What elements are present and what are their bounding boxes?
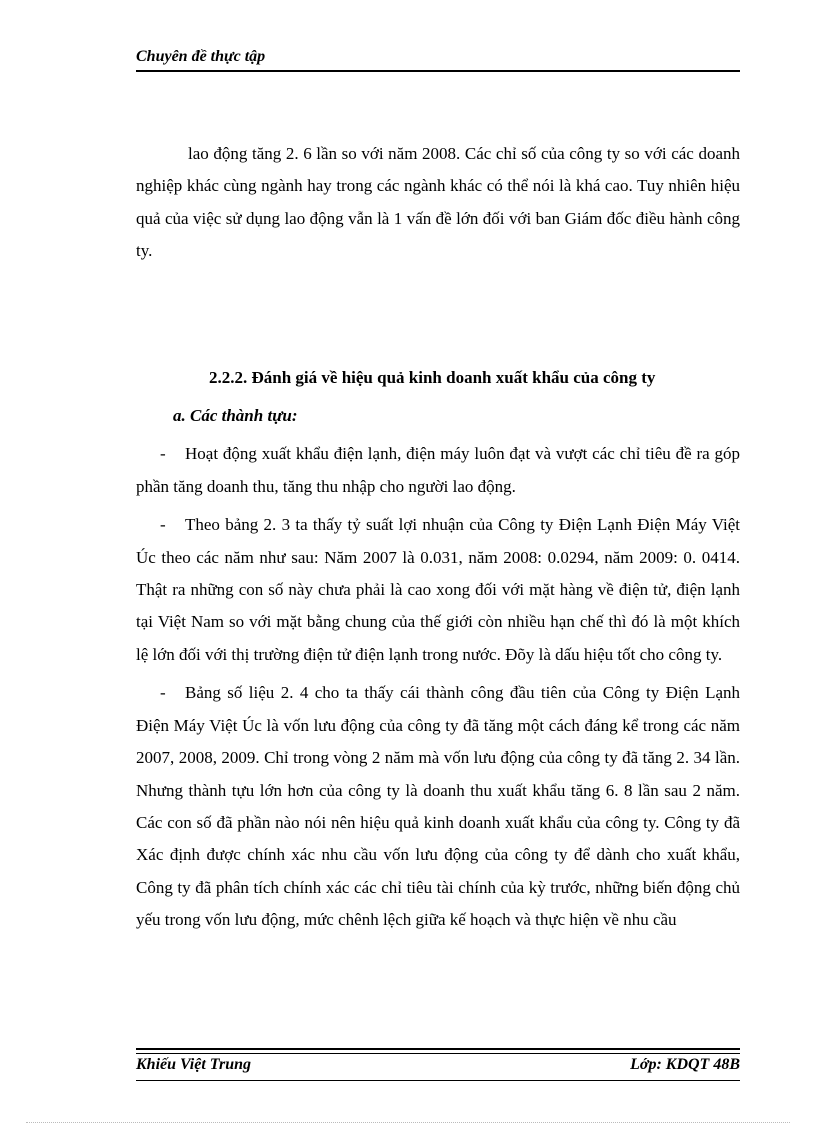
bullet-marker: - [160,444,166,464]
page-header-title: Chuyên đề thực tập [136,48,266,65]
bullet-marker: - [160,515,166,535]
section-heading: 2.2.2. Đánh giá về hiệu quả kinh doanh xuất khẩu của công ty [209,367,656,387]
bullet-item [136,677,740,936]
bullet-marker: - [160,683,166,703]
footer-rule-double [136,1048,740,1054]
footer-rule [136,1080,740,1081]
body-paragraph: lao động tăng 2. 6 lần so với năm 2008. Các chỉ số của công ty so với các doanh nghiệp khác cùng ngành hay trong các ngành khác có thể nói là khá cao. Tuy nhiên hiệu quả của việc sử dụng lao động vẫn là 1 vấn đề lớn đối với ban Giám đốc điều hành công ty. [136,144,740,261]
sub-heading: a. Các thành tựu: [173,406,298,426]
footer-class-label: Lớp: KDQT 48B [630,1056,740,1073]
header-rule [136,70,740,72]
bullet-item [136,438,740,503]
document-body [136,138,740,937]
bullet-text: Bảng số liệu 2. 4 cho ta thấy cái thành công đầu tiên của Công ty Điện Lạnh Điện Máy Việt Úc là vốn lưu động của công ty đã tăng một cách đáng kể trong các năm 2007, 2008, 2009. Chỉ trong vòng 2 năm mà vốn lưu động của công ty đã tăng 2. 34 lần. Nhưng thành tựu lớn hơn của công ty là doanh thu xuất khẩu tăng 6. 8 lần sau 2 năm. Các con số đã phần nào nói nên hiệu quả kinh doanh xuất khẩu của công ty. Công ty đã Xác định được chính xác nhu cầu vốn lưu động của công ty để dành cho xuất khẩu, Công ty đã phân tích chính xác các chỉ tiêu tài chính của kỳ trước, những biến động chủ yếu trong vốn lưu động, mức chênh lệch giữa kế hoạch và thực hiện về nhu cầu [136,683,740,930]
bullet-item [136,509,740,671]
footer-author: Khiếu Việt Trung [136,1056,251,1073]
bullet-text: Hoạt động xuất khẩu điện lạnh, điện máy luôn đạt và vượt các chỉ tiêu đề ra góp phần tăng doanh thu, tăng thu nhập cho người lao động. [136,444,740,496]
bullet-text: Theo bảng 2. 3 ta thấy tỷ suất lợi nhuận của Công ty Điện Lạnh Điện Máy Việt Úc theo các năm như sau: Năm 2007 là 0.031, năm 2008: 0.0294, năm 2009: 0. 0414. Thật ra những con số này chưa phải là cao xong đối với mặt hàng về điện tử, điện lạnh tại Việt Nam so với mặt bằng chung của thế giới còn nhiều hạn chế thì đó là một khích lệ lớn đối với thị trường điện tử điện lạnh trong nước. Đõy là dấu hiệu tốt cho công ty. [136,515,740,664]
